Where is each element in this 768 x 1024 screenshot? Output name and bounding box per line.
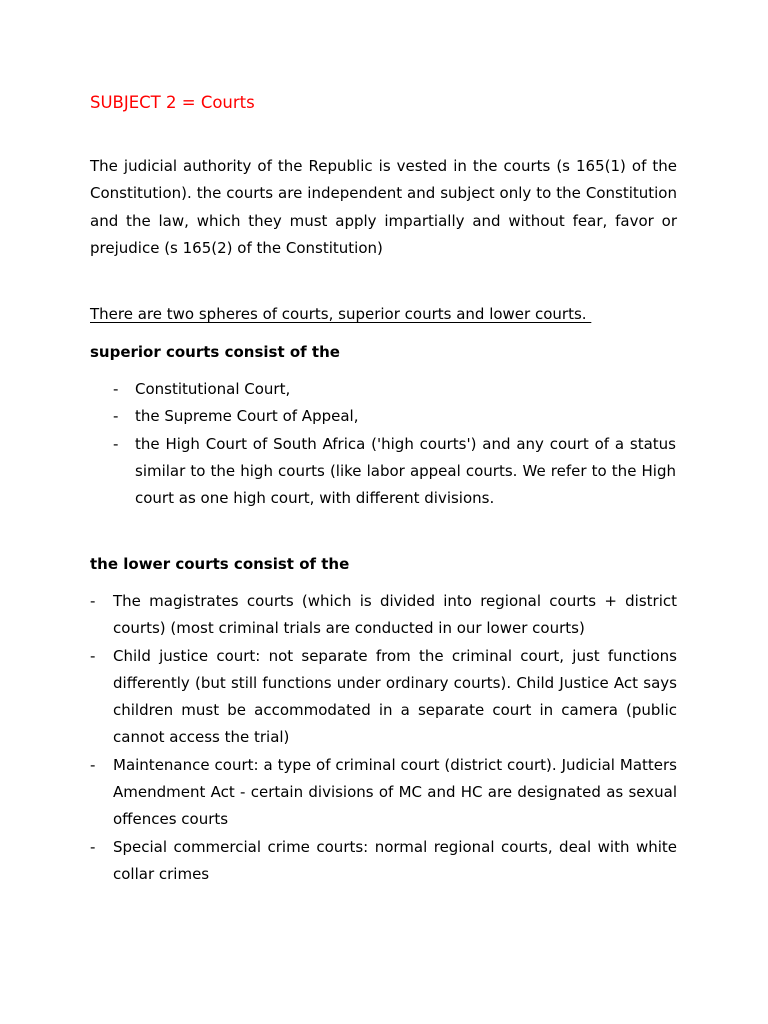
list-item-text: the High Court of South Africa ('high courts') and any court of a status similar to the high courts (like labor appeal courts. We refer to the High court as one high court, with different divisions. bbox=[135, 434, 676, 508]
list-item bbox=[90, 752, 677, 834]
bullet-dash: - bbox=[90, 755, 96, 774]
lower-courts-list bbox=[90, 588, 677, 888]
list-item bbox=[90, 643, 677, 752]
bullet-dash: - bbox=[113, 380, 119, 398]
document-title: SUBJECT 2 = Courts bbox=[90, 93, 255, 112]
bullet-dash: - bbox=[90, 592, 96, 610]
list-item-text: Child justice court: not separate from the criminal court, just functions differently (but still functions under ordinary courts). Child Justice Act says children must be accommodated in a separate court in camera (public cannot access the trial) bbox=[113, 646, 677, 747]
superior-courts-list bbox=[113, 376, 676, 512]
list-item-text: The magistrates courts (which is divided into regional courts + district courts) (most criminal trials are conducted in our lower courts) bbox=[113, 592, 677, 638]
spheres-intro: There are two spheres of courts, superior courts and lower courts. bbox=[90, 305, 592, 323]
bullet-dash: - bbox=[113, 434, 119, 453]
list-item bbox=[113, 376, 676, 403]
list-item bbox=[90, 588, 677, 643]
bullet-dash: - bbox=[90, 646, 96, 665]
bullet-dash: - bbox=[113, 407, 119, 426]
list-item-text: Maintenance court: a type of criminal court (district court). Judicial Matters Amendment Act - certain divisions of MC and HC are designated as sexual offences courts bbox=[113, 755, 677, 829]
lower-courts-heading: the lower courts consist of the bbox=[90, 555, 350, 573]
superior-courts-heading: superior courts consist of the bbox=[90, 343, 340, 361]
list-item-text: the Supreme Court of Appeal, bbox=[135, 407, 359, 426]
list-item-text: Constitutional Court, bbox=[135, 380, 291, 398]
list-item bbox=[90, 834, 677, 889]
list-item bbox=[113, 403, 676, 430]
list-item-text: Special commercial crime courts: normal regional courts, deal with white collar crimes bbox=[113, 837, 677, 883]
intro-paragraph: The judicial authority of the Republic is vested in the courts (s 165(1) of the Constitution). the courts are independent and subject only to the Constitution and the law, which they must apply impartially and without fear, favor or prejudice (s 165(2) of the Constitution) bbox=[90, 157, 677, 257]
list-item bbox=[113, 431, 676, 513]
bullet-dash: - bbox=[90, 837, 96, 856]
